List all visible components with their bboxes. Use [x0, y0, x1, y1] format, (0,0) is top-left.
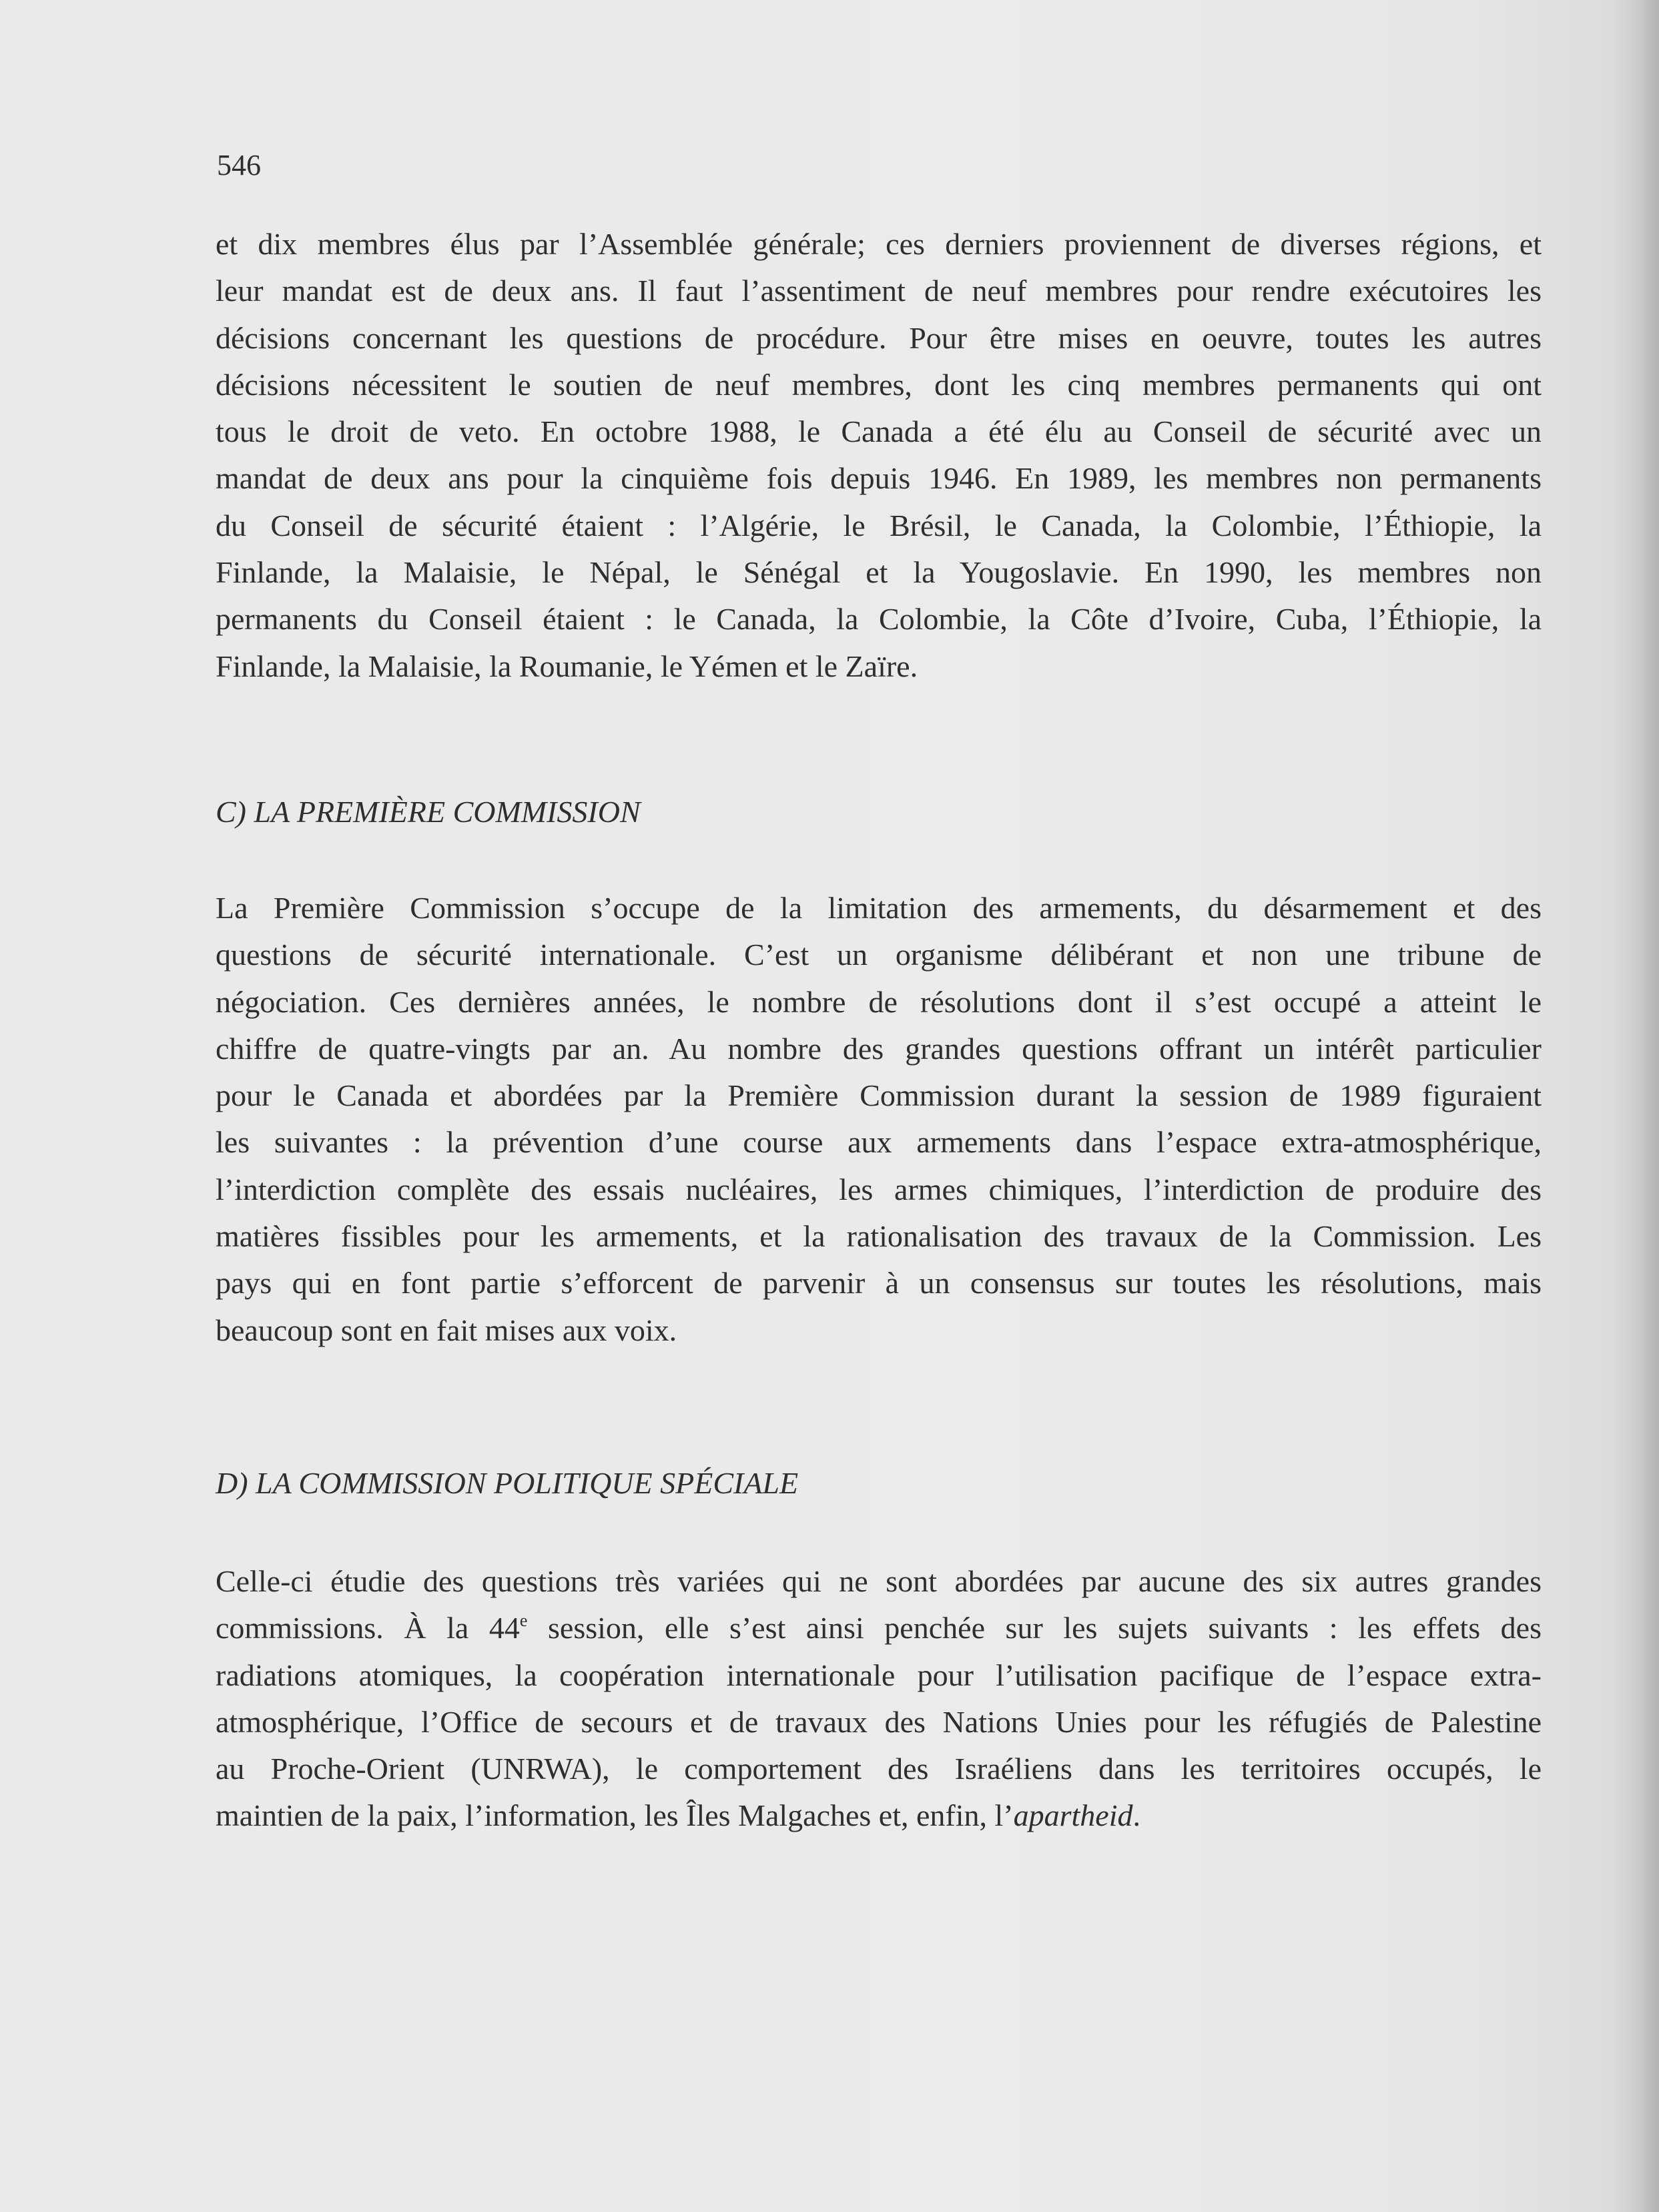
- text-line: permanents du Conseil étaient : le Canada, la Colombie, la Côte d’Ivoire, Cuba, l’Éthiopie, la: [216, 602, 1542, 637]
- text-line: La Première Commission s’occupe de la limitation des armements, du désarmement et des: [216, 891, 1542, 925]
- text-segment: commissions. À la 44: [216, 1611, 520, 1645]
- text-line: l’interdiction complète des essais nucléaires, les armes chimiques, l’interdiction de produire des: [216, 1172, 1542, 1206]
- page-number: 546: [217, 149, 261, 181]
- text-segment: session, elle s’est ainsi penchée sur les sujets suivants : les effets des: [527, 1611, 1542, 1645]
- text-line: tous le droit de veto. En octobre 1988, le Canada a été élu au Conseil de sécurité avec un: [216, 414, 1542, 449]
- text-line: chiffre de quatre-vingts par an. Au nombre des grandes questions offrant un intérêt particulier: [216, 1031, 1542, 1066]
- text-segment: maintien de la paix, l’information, les Îles Malgaches et, enfin, l’: [216, 1798, 1014, 1833]
- text-line: beaucoup sont en fait mises aux voix.: [216, 1313, 677, 1347]
- italic-term-apartheid: apartheid: [1013, 1798, 1133, 1833]
- paragraph-first-committee: [216, 885, 1542, 1354]
- text-line: Finlande, la Malaisie, le Népal, le Sénégal et la Yougoslavie. En 1990, les membres non: [216, 555, 1542, 590]
- text-segment: .: [1132, 1798, 1141, 1833]
- text-line: et dix membres élus par l’Assemblée générale; ces derniers proviennent de diverses régions, et: [216, 227, 1542, 261]
- text-line: matières fissibles pour les armements, et la rationalisation des travaux de la Commission. Les: [216, 1219, 1542, 1254]
- text-line: décisions concernant les questions de procédure. Pour être mises en oeuvre, toutes les autres: [216, 320, 1542, 355]
- text-line: pour le Canada et abordées par la Première Commission durant la session de 1989 figuraient: [216, 1078, 1542, 1113]
- section-heading-special-political-committee: D) LA COMMISSION POLITIQUE SPÉCIALE: [216, 1466, 799, 1500]
- text-line: décisions nécessitent le soutien de neuf membres, dont les cinq membres permanents qui ont: [216, 367, 1542, 402]
- text-line: questions de sécurité internationale. C’est un organisme délibérant et non une tribune de: [216, 938, 1542, 972]
- paragraph-security-council: [216, 221, 1542, 690]
- text-line: mandat de deux ans pour la cinquième fois depuis 1946. En 1989, les membres non permanents: [216, 461, 1542, 496]
- text-line: atmosphérique, l’Office de secours et de travaux des Nations Unies pour les réfugiés de Palestine: [216, 1704, 1542, 1739]
- superscript-e: e: [519, 1611, 528, 1631]
- text-line: [216, 1605, 1542, 1651]
- paragraph-special-political-committee: [216, 1558, 1542, 1840]
- section-heading-first-committee: C) LA PREMIÈRE COMMISSION: [216, 795, 641, 829]
- text-line: les suivantes : la prévention d’une course aux armements dans l’espace extra-atmosphérique,: [216, 1125, 1542, 1160]
- text-line: leur mandat est de deux ans. Il faut l’assentiment de neuf membres pour rendre exécutoires les: [216, 274, 1542, 308]
- text-line: pays qui en font partie s’efforcent de parvenir à un consensus sur toutes les résolutions, mais: [216, 1266, 1542, 1301]
- text-line: négociation. Ces dernières années, le nombre de résolutions dont il s’est occupé a atteint le: [216, 984, 1542, 1019]
- text-line: radiations atomiques, la coopération internationale pour l’utilisation pacifique de l’espace extra-: [216, 1657, 1542, 1692]
- text-line: du Conseil de sécurité étaient : l’Algérie, le Brésil, le Canada, la Colombie, l’Éthiopie, la: [216, 508, 1542, 542]
- text-line: [216, 1792, 1542, 1839]
- text-line: au Proche-Orient (UNRWA), le comportement des Israéliens dans les territoires occupés, le: [216, 1752, 1542, 1786]
- text-line: Finlande, la Malaisie, la Roumanie, le Yémen et le Zaïre.: [216, 649, 918, 683]
- text-line: Celle-ci étudie des questions très variées qui ne sont abordées par aucune des six autres grandes: [216, 1564, 1542, 1598]
- binding-shadow: [1612, 0, 1659, 2212]
